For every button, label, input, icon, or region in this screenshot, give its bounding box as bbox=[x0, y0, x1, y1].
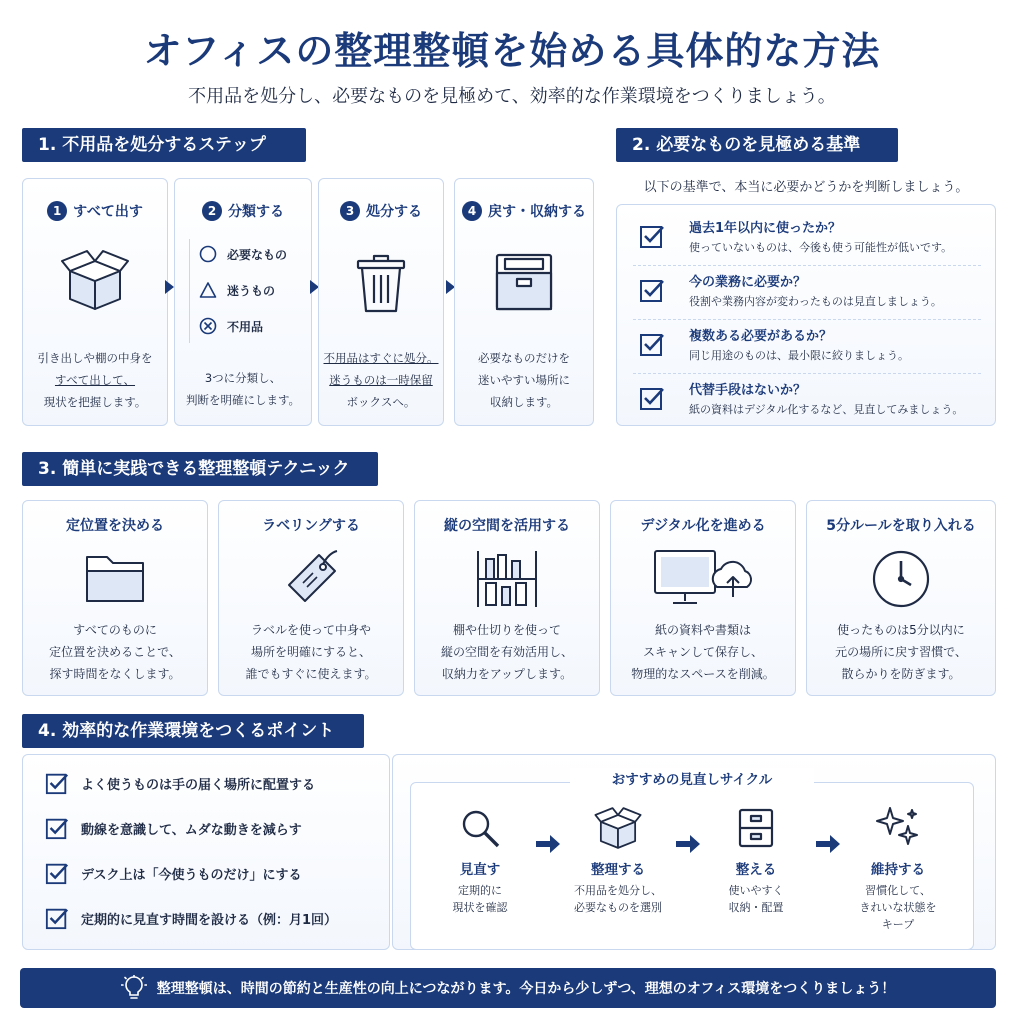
step-text-1: 引き出しや棚の中身を すべて出して、 現状を把握します。 bbox=[37, 351, 153, 409]
checkbox-icon bbox=[639, 331, 665, 357]
point-3: デスク上は「今使うものだけ」にする bbox=[45, 861, 301, 885]
category-unneeded: 不用品 bbox=[199, 317, 263, 335]
technique-card-3: 縦の空間を活用する 棚や仕切りを使って 縦の空間を有効活用し、 収納力をアップします。 bbox=[414, 500, 600, 696]
cycle-arrow-1 bbox=[536, 835, 560, 853]
technique-card-2: ラベリングする ラベルを使って中身や 場所を明確にすると、 誰でもすぐに使えます。 bbox=[218, 500, 404, 696]
clock-icon bbox=[807, 547, 995, 611]
step-title-1: 1 すべて出す bbox=[23, 201, 167, 221]
criterion-1: 過去1年以内に使ったか？ 使っていないものは、今後も使う可能性が低いです。 bbox=[635, 217, 985, 265]
checkbox-icon bbox=[45, 771, 69, 795]
sparkle-icon bbox=[838, 802, 958, 854]
step-card-2 bbox=[174, 178, 312, 426]
step-title-4: 4 戻す・収納する bbox=[455, 201, 593, 221]
step-title-2: 2 分類する bbox=[175, 201, 311, 221]
cross-circle-icon bbox=[199, 317, 217, 335]
label-tag-icon bbox=[219, 547, 403, 611]
divider bbox=[633, 319, 981, 320]
point-2: 動線を意識して、ムダな動きを減らす bbox=[45, 816, 302, 840]
step-card-4 bbox=[454, 178, 594, 426]
folder-icon bbox=[23, 547, 207, 611]
points-card bbox=[22, 754, 390, 950]
box-icon bbox=[558, 802, 678, 854]
section4-heading: 4. 効率的な作業環境をつくるポイント bbox=[22, 714, 364, 748]
technique-card-4: デジタル化を進める 紙の資料や書類は スキャンして保存し、 物理的なスペースを削減。 bbox=[610, 500, 796, 696]
magnifier-icon bbox=[420, 802, 540, 854]
section2-intro: 以下の基準で、本当に必要かどうかを判断しましょう。 bbox=[643, 180, 969, 195]
step-text-2: 3つに分類し、 判断を明確にします。 bbox=[185, 371, 301, 407]
checkbox-icon bbox=[45, 906, 69, 930]
checkbox-icon bbox=[45, 816, 69, 840]
category-unsure: 迷うもの bbox=[199, 281, 275, 299]
box-icon bbox=[23, 245, 167, 315]
trash-can-icon bbox=[319, 251, 443, 315]
checkbox-icon bbox=[639, 223, 665, 249]
step-title-3: 3 処分する bbox=[319, 201, 443, 221]
cycle-item-arrange: 整える 使いやすく 収納・配置 bbox=[696, 802, 816, 916]
cycle-item-maintain: 維持する 習慣化して、 きれいな状態を キープ bbox=[838, 802, 958, 933]
step-text-3: 不用品はすぐに処分。 迷うものは一時保留 ボックスへ。 bbox=[323, 351, 439, 409]
cycle-arrow-3 bbox=[816, 835, 840, 853]
cycle-item-sort: 整理する 不用品を処分し、 必要なものを選別 bbox=[558, 802, 678, 916]
criterion-4: 代替手段はないか？ 紙の資料はデジタル化するなど、見直してみましょう。 bbox=[635, 379, 985, 427]
drawer-icon bbox=[696, 802, 816, 854]
footer-banner bbox=[20, 968, 996, 1008]
storage-drawer-icon bbox=[455, 251, 593, 313]
section1-heading: 1. 不用品を処分するステップ bbox=[22, 128, 306, 162]
criteria-card bbox=[616, 204, 996, 426]
classification-bracket bbox=[189, 239, 190, 343]
step-arrow-1 bbox=[165, 280, 174, 294]
cycle-item-review: 見直す 定期的に 現状を確認 bbox=[420, 802, 540, 916]
step-text-4: 必要なものだけを 迷いやすい場所に 収納します。 bbox=[478, 351, 570, 409]
footer-text: 整理整頓は、時間の節約と生産性の向上につながります。今日から少しずつ、理想のオフィス環境をつくりましょう！ bbox=[156, 981, 896, 997]
step-card-1 bbox=[22, 178, 168, 426]
page-subtitle: 不用品を処分し、必要なものを見極めて、効率的な作業環境をつくりましょう。 bbox=[188, 86, 836, 107]
category-needed: 必要なもの bbox=[199, 245, 287, 263]
point-4: 定期的に見直す時間を設ける（例：月1回） bbox=[45, 906, 337, 930]
technique-card-1: 定位置を決める すべてのものに 定位置を決めることで、 探す時間をなくします。 bbox=[22, 500, 208, 696]
section3-heading: 3. 簡単に実践できる整理整頓テクニック bbox=[22, 452, 378, 486]
monitor-cloud-icon bbox=[611, 547, 795, 611]
triangle-icon bbox=[199, 281, 217, 299]
point-1: よく使うものは手の届く場所に配置する bbox=[45, 771, 315, 795]
checkbox-icon bbox=[639, 385, 665, 411]
page-title: オフィスの整理整頓を始める具体的な方法 bbox=[143, 29, 881, 73]
checkbox-icon bbox=[639, 277, 665, 303]
criterion-3: 複数ある必要があるか？ 同じ用途のものは、最小限に絞りましょう。 bbox=[635, 325, 985, 373]
shelf-icon bbox=[415, 547, 599, 611]
divider bbox=[633, 373, 981, 374]
technique-card-5: 5分ルールを取り入れる 使ったものは5分以内に 元の場所に戻す習慣で、 散らかりを防ぎます。 bbox=[806, 500, 996, 696]
lightbulb-icon bbox=[121, 975, 147, 1001]
criterion-2: 今の業務に必要か？ 役割や業務内容が変わったものは見直しましょう。 bbox=[635, 271, 985, 319]
section2-heading: 2. 必要なものを見極める基準 bbox=[616, 128, 898, 162]
circle-icon bbox=[199, 245, 217, 263]
checkbox-icon bbox=[45, 861, 69, 885]
divider bbox=[633, 265, 981, 266]
step-card-3 bbox=[318, 178, 444, 426]
cycle-title: おすすめの見直しサイクル bbox=[570, 768, 814, 788]
